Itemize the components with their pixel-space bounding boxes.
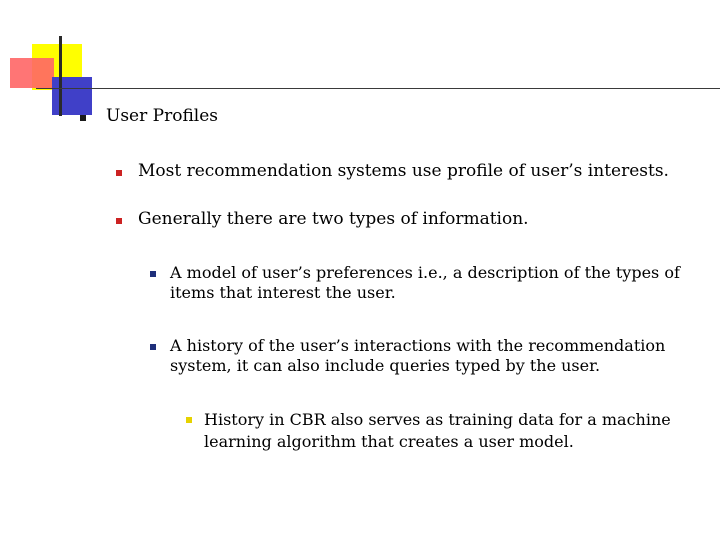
square-bullet-icon (150, 344, 156, 350)
bullet-item-cbr-history (186, 409, 671, 453)
bullet-text: Generally there are two types of information. (138, 209, 529, 229)
square-bullet-icon (150, 271, 156, 277)
square-bullet-icon (116, 218, 122, 224)
bullet-item-user-profiles (80, 106, 218, 126)
title-divider-line (36, 88, 720, 89)
bullet-item-history (150, 336, 665, 376)
bullet-text: A model of user’s preferences i.e., a description of the types of items that interest the user. (170, 263, 680, 302)
square-bullet-icon (116, 170, 122, 176)
bullet-item-two-types (116, 209, 529, 229)
square-bullet-icon (186, 417, 192, 423)
square-bullet-icon (80, 115, 86, 121)
bullet-item-profiles-interests (116, 161, 669, 181)
bullet-text: User Profiles (106, 106, 219, 126)
bullet-text: History in CBR also serves as training data for a machine learning algorithm that creates a user model. (204, 410, 671, 451)
bullet-text: Most recommendation systems use profile of user’s interests. (138, 161, 669, 181)
bullet-item-user-model (150, 263, 680, 303)
bullet-text: A history of the user’s interactions with the recommendation system, it can also include queries typed by the user. (170, 336, 666, 375)
decorative-vertical-line (59, 36, 62, 116)
decorative-red-square (10, 58, 54, 88)
